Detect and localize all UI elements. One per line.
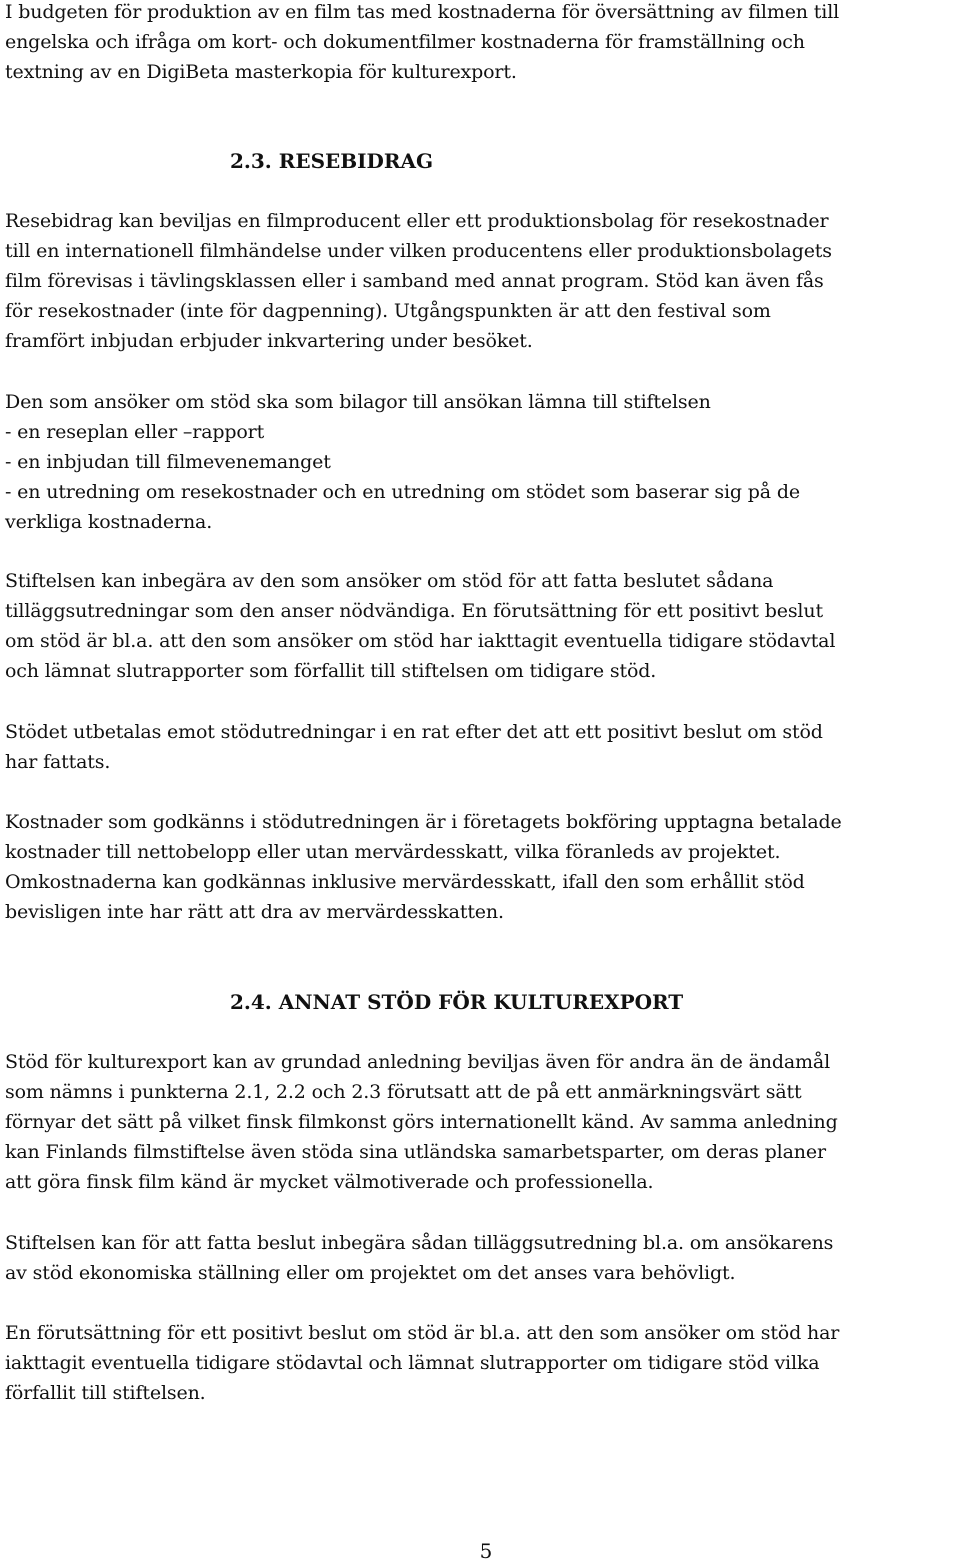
text-line: Stiftelsen kan för att fatta beslut inbegära sådan tilläggsutredning bl.a. om ansökarens	[5, 1232, 834, 1254]
text-line: Stödet utbetalas emot stödutredningar i en rat efter det att ett positivt beslut om stöd	[5, 721, 823, 743]
resebidrag-paragraph-1	[5, 206, 955, 356]
text-line: kostnader till nettobelopp eller utan mervärdesskatt, vilka föranleds av projektet.	[5, 841, 781, 863]
text-line: förfallit till stiftelsen.	[5, 1382, 206, 1404]
resebidrag-paragraph-2	[5, 387, 955, 537]
text-line: framfört inbjudan erbjuder inkvartering under besöket.	[5, 330, 533, 352]
text-line: En förutsättning för ett positivt beslut om stöd är bl.a. att den som ansöker om stöd har	[5, 1322, 840, 1344]
text-line: har fattats.	[5, 751, 111, 773]
text-line: Stöd för kulturexport kan av grundad anledning beviljas även för andra än de ändamål	[5, 1051, 830, 1073]
text-line: iakttagit eventuella tidigare stödavtal och lämnat slutrapporter om tidigare stöd vilka	[5, 1352, 820, 1374]
text-line: tilläggsutredningar som den anser nödvändiga. En förutsättning för ett positivt beslut	[5, 600, 823, 622]
text-line: I budgeten för produktion av en film tas med kostnaderna för översättning av filmen till	[5, 1, 840, 23]
kulturexport-paragraph-3	[5, 1318, 955, 1408]
kulturexport-paragraph-2	[5, 1228, 955, 1288]
list-item: - en reseplan eller –rapport	[5, 421, 265, 443]
text-line: förnyar det sätt på vilket finsk filmkonst görs internationellt känd. Av samma anledning	[5, 1111, 838, 1133]
list-item: - en utredning om resekostnader och en utredning om stödet som baserar sig på de	[5, 481, 800, 503]
text-line: att göra finsk film känd är mycket välmotiverade och professionella.	[5, 1171, 654, 1193]
resebidrag-paragraph-3	[5, 566, 955, 686]
section-heading-2-3: 2.3. RESEBIDRAG	[230, 149, 434, 173]
text-line: film förevisas i tävlingsklassen eller i samband med annat program. Stöd kan även fås	[5, 270, 824, 292]
text-line: engelska och ifråga om kort- och dokumentfilmer kostnaderna för framställning och	[5, 31, 805, 53]
list-item: - en inbjudan till filmevenemanget	[5, 451, 331, 473]
intro-paragraph	[5, 0, 955, 87]
text-line: kan Finlands filmstiftelse även stöda sina utländska samarbetsparter, om deras planer	[5, 1141, 826, 1163]
text-line: av stöd ekonomiska ställning eller om projektet om det anses vara behövligt.	[5, 1262, 736, 1284]
resebidrag-paragraph-5	[5, 807, 955, 927]
text-line: och lämnat slutrapporter som förfallit till stiftelsen om tidigare stöd.	[5, 660, 657, 682]
text-line: verkliga kostnaderna.	[5, 511, 213, 533]
text-line: Omkostnaderna kan godkännas inklusive mervärdesskatt, ifall den som erhållit stöd	[5, 871, 805, 893]
text-line: till en internationell filmhändelse under vilken producentens eller produktionsbolagets	[5, 240, 832, 262]
section-heading-2-4: 2.4. ANNAT STÖD FÖR KULTUREXPORT	[230, 990, 684, 1014]
text-line: som nämns i punkterna 2.1, 2.2 och 2.3 förutsatt att de på ett anmärkningsvärt sätt	[5, 1081, 802, 1103]
text-line: bevisligen inte har rätt att dra av mervärdesskatten.	[5, 901, 504, 923]
text-line: Den som ansöker om stöd ska som bilagor till ansökan lämna till stiftelsen	[5, 391, 711, 413]
page-number: 5	[479, 1539, 493, 1563]
kulturexport-paragraph-1	[5, 1047, 955, 1197]
text-line: textning av en DigiBeta masterkopia för kulturexport.	[5, 61, 517, 83]
text-line: Stiftelsen kan inbegära av den som ansöker om stöd för att fatta beslutet sådana	[5, 570, 774, 592]
resebidrag-paragraph-4	[5, 717, 955, 777]
text-line: om stöd är bl.a. att den som ansöker om stöd har iakttagit eventuella tidigare stödavtal	[5, 630, 836, 652]
text-line: för resekostnader (inte för dagpenning). Utgångspunkten är att den festival som	[5, 300, 771, 322]
text-line: Resebidrag kan beviljas en filmproducent eller ett produktionsbolag för resekostnader	[5, 210, 829, 232]
text-line: Kostnader som godkänns i stödutredningen är i företagets bokföring upptagna betalade	[5, 811, 842, 833]
